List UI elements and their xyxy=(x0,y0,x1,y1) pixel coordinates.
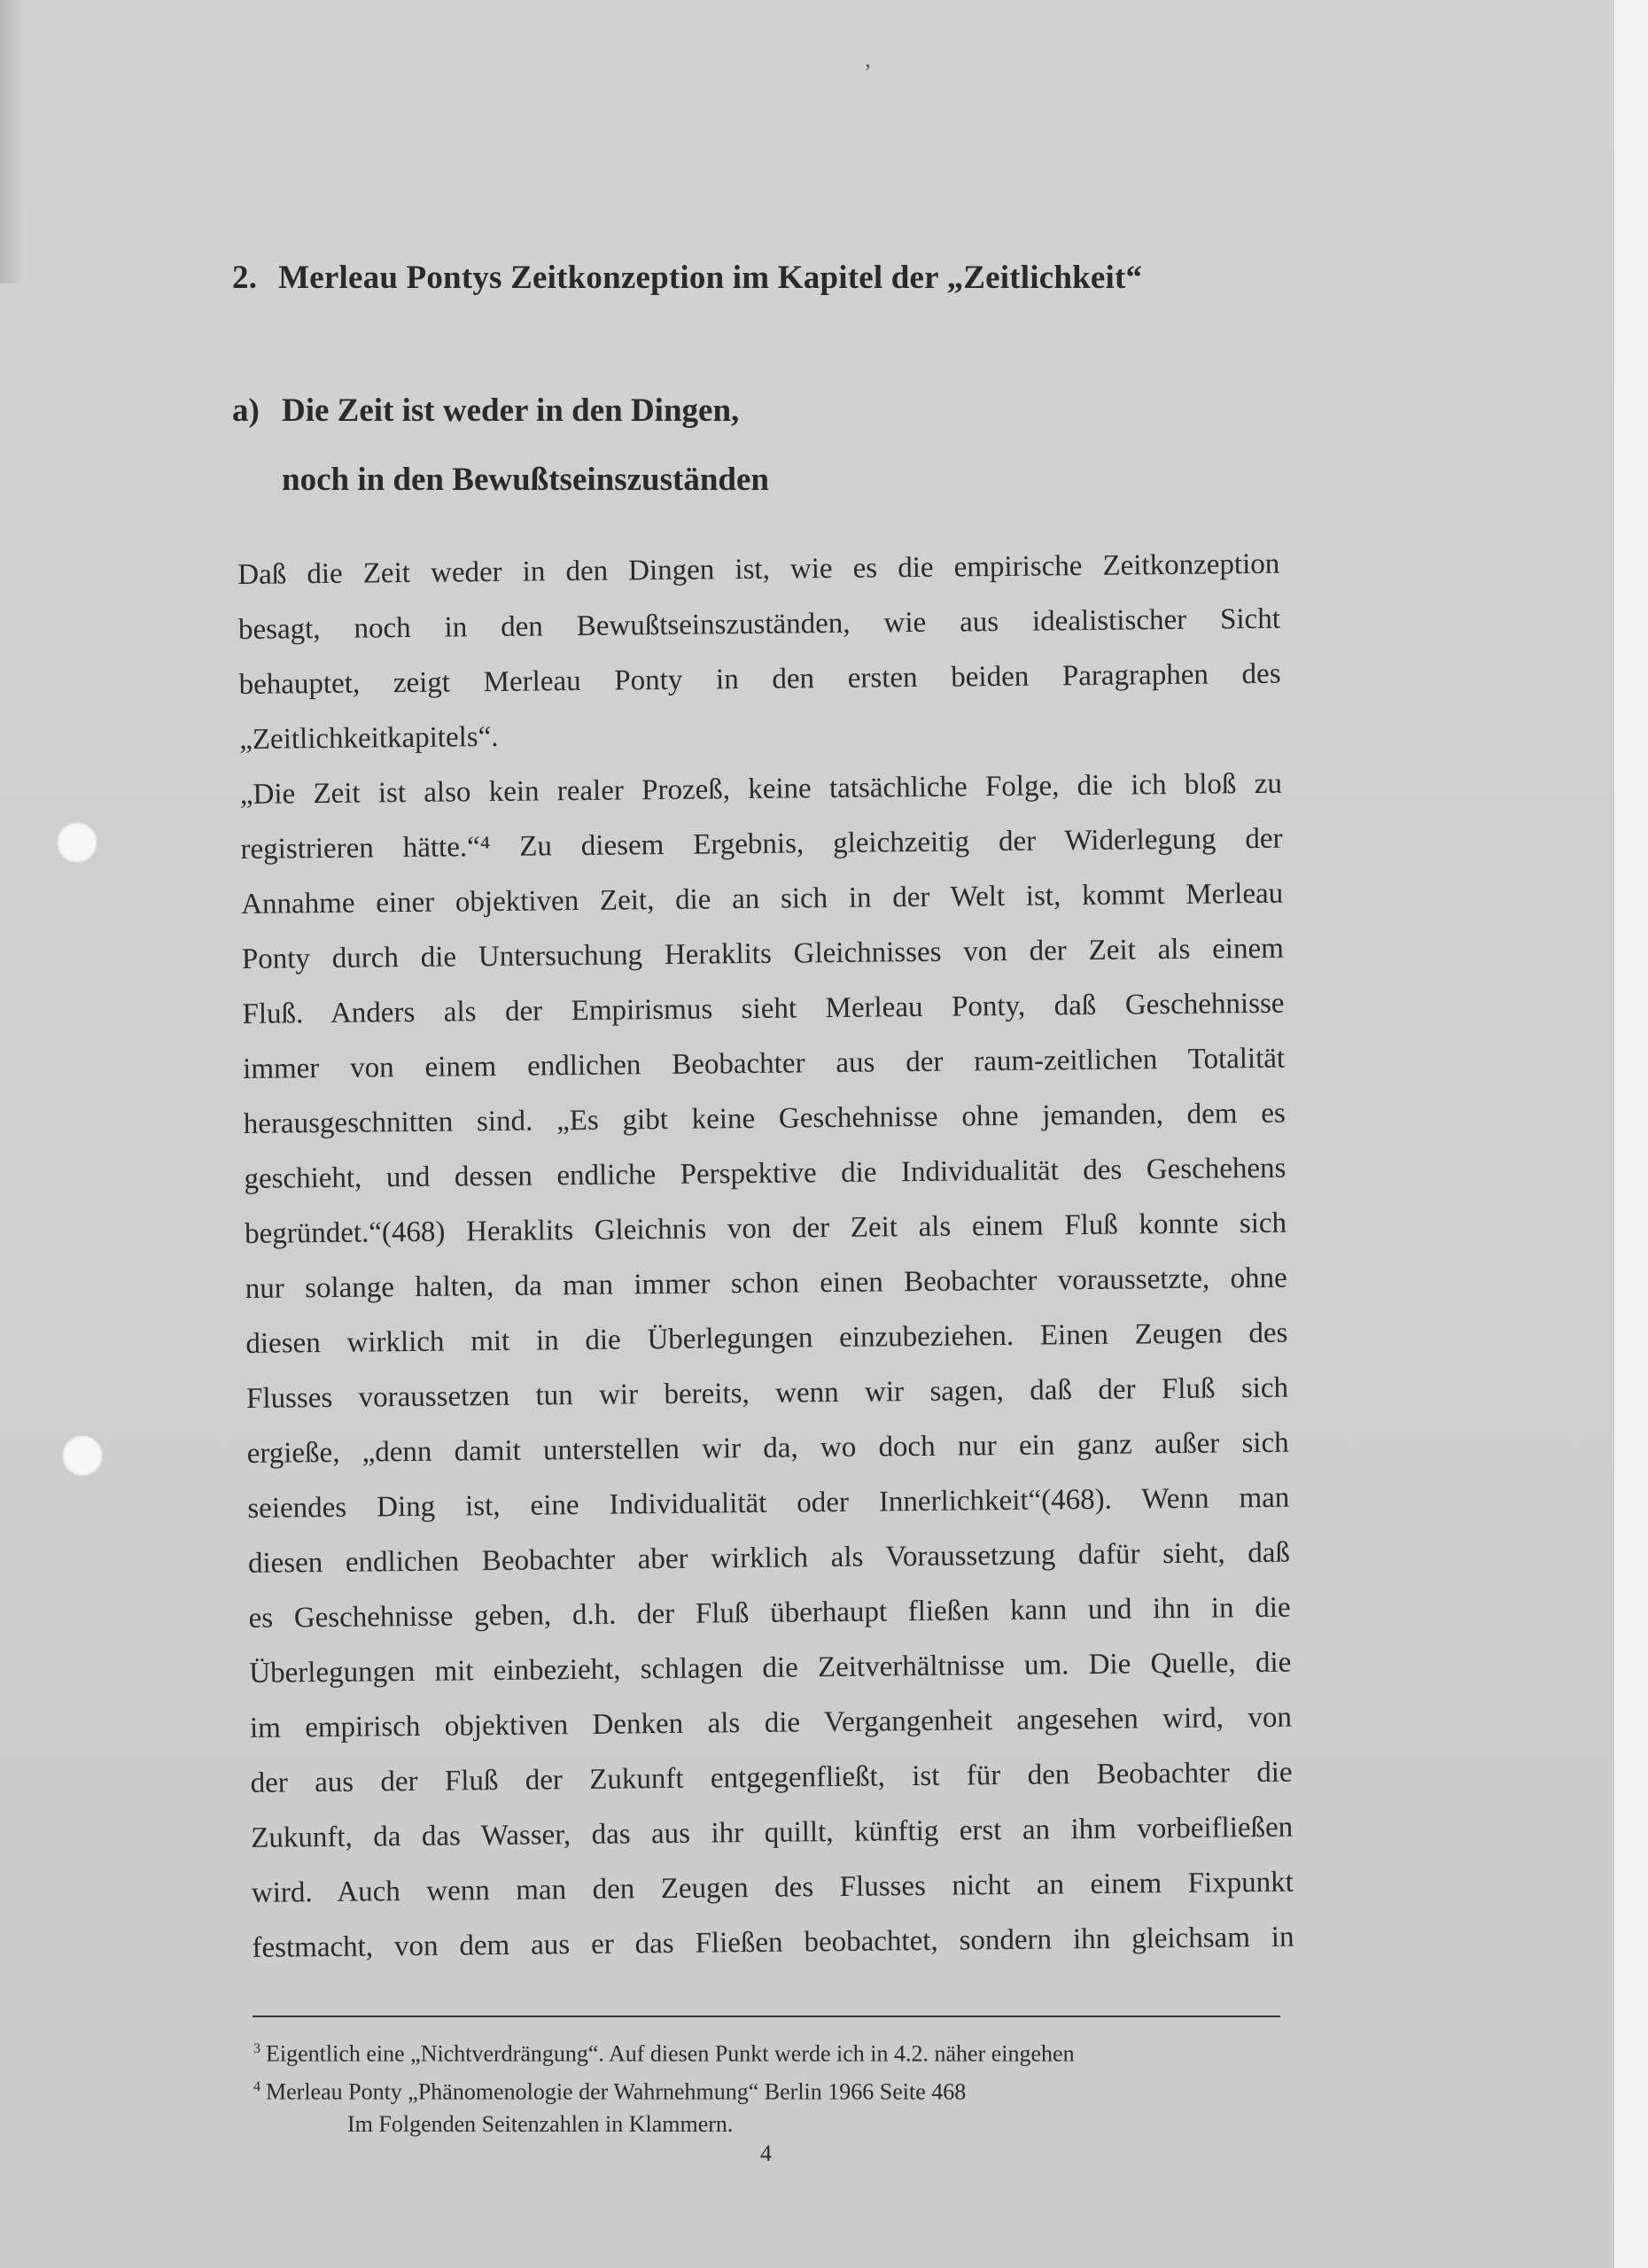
body-line: Annahme einer objektiven Zeit, die an sich in der Welt ist, kommt Merleau xyxy=(241,877,1284,920)
body-line: im empirisch objektiven Denken als die Vergangenheit angesehen wird, von xyxy=(249,1701,1293,1744)
page-number: 4 xyxy=(760,2140,772,2166)
body-line: immer von einem endlichen Beobachter aus der raum-zeitlichen Totalität xyxy=(242,1042,1286,1085)
chapter-title: Merleau Pontys Zeitkonzeption im Kapitel der „Zeitlichkeit“ xyxy=(278,260,1143,296)
section-title-line2: noch in den Bewußtseinszuständen xyxy=(282,462,770,498)
body-line: Ponty durch die Untersuchung Heraklits Gleichnisses von der Zeit als einem xyxy=(241,932,1284,975)
footnote-3 xyxy=(253,2032,1075,2070)
footnote-4-text: Merleau Ponty „Phänomenologie der Wahrnehmung“ Berlin 1966 Seite 468 xyxy=(266,2078,967,2105)
footnote-divider xyxy=(253,2016,1280,2017)
page-left-edge xyxy=(0,0,23,284)
body-line: der aus der Fluß der Zukunft entgegenfließt, ist für den Beobachter die xyxy=(250,1756,1293,1799)
punch-hole-upper xyxy=(57,822,97,863)
body-line: Überlegungen mit einbezieht, schlagen die Zeitverhältnisse um. Die Quelle, die xyxy=(249,1646,1292,1689)
page-right-edge xyxy=(1614,0,1648,2268)
body-text xyxy=(237,537,1294,1976)
chapter-number: 2. xyxy=(232,260,258,296)
section-heading xyxy=(232,377,769,515)
section-title-line1: Die Zeit ist weder in den Dingen, xyxy=(282,392,740,429)
punch-hole-lower xyxy=(62,1435,103,1476)
footnote-4 xyxy=(253,2070,1075,2109)
body-line: Zukunft, da das Wasser, das aus ihr quillt, künftig erst an ihm vorbeifließen xyxy=(251,1811,1294,1854)
body-line: ergieße, „denn damit unterstellen wir da, wo doch nur ein ganz außer sich xyxy=(246,1426,1289,1470)
body-line: besagt, noch in den Bewußtseinszuständen, wie aus idealistischer Sicht xyxy=(237,602,1281,646)
body-line: „Zeitlichkeitkapitels“. xyxy=(239,720,499,756)
body-line: „Die Zeit ist also kein realer Prozeß, keine tatsächliche Folge, die ich bloß zu xyxy=(239,767,1283,811)
body-line: diesen wirklich mit in die Überlegungen einzubeziehen. Einen Zeugen des xyxy=(245,1317,1288,1360)
body-line: Flusses voraussetzen tun wir bereits, wenn wir sagen, daß der Fluß sich xyxy=(245,1371,1289,1415)
footnote-3-mark: 3 xyxy=(253,2041,260,2056)
footnote-3-text: Eigentlich eine „Nichtverdrängung“. Auf diesen Punkt werde ich in 4.2. näher eingehen xyxy=(266,2040,1075,2067)
body-line: wird. Auch wenn man den Zeugen des Flusses nicht an einem Fixpunkt xyxy=(251,1866,1294,1909)
body-line: begründet.“(468) Heraklits Gleichnis von der Zeit als einem Fluß konnte sich xyxy=(244,1207,1287,1250)
scan-speck: ‚ xyxy=(864,46,872,72)
footnotes xyxy=(253,2032,1075,2140)
body-line: es Geschehnisse geben, d.h. der Fluß überhaupt fließen kann und ihn in die xyxy=(248,1591,1291,1635)
body-line: seiendes Ding ist, eine Individualität oder Innerlichkeit“(468). Wenn man xyxy=(247,1481,1290,1525)
chapter-heading xyxy=(232,259,1142,297)
body-line: herausgeschnitten sind. „Es gibt keine Geschehnisse ohne jemanden, dem es xyxy=(243,1097,1286,1140)
body-line: geschieht, und dessen endliche Perspektive die Individualität des Geschehens xyxy=(244,1152,1287,1195)
footnote-4-continuation: Im Folgenden Seitenzahlen in Klammern. xyxy=(347,2111,734,2138)
footnote-4-mark: 4 xyxy=(253,2078,260,2094)
body-line: registrieren hätte.“⁴ Zu diesem Ergebnis, gleichzeitig der Widerlegung der xyxy=(240,822,1283,866)
body-line: diesen endlichen Beobachter aber wirklich als Voraussetzung dafür sieht, daß xyxy=(247,1536,1291,1580)
body-line: Daß die Zeit weder in den Dingen ist, wie es die empirische Zeitkonzeption xyxy=(237,548,1280,591)
body-line: behauptet, zeigt Merleau Ponty in den ersten beiden Paragraphen des xyxy=(238,657,1281,701)
body-line: nur solange halten, da man immer schon einen Beobachter voraussetzte, ohne xyxy=(245,1262,1287,1305)
body-line: festmacht, von dem aus er das Fließen beobachtet, sondern ihn gleichsam in xyxy=(252,1921,1294,1964)
section-letter: a) xyxy=(232,392,260,429)
body-line: Fluß. Anders als der Empirismus sieht Merleau Ponty, daß Geschehnisse xyxy=(242,987,1285,1030)
